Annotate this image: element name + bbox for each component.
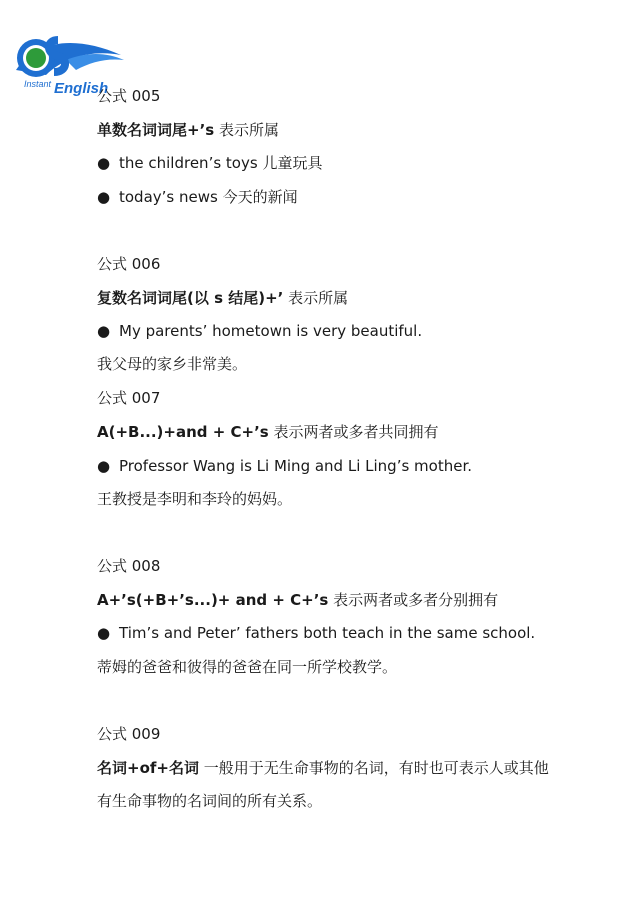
example-text: My parents’ hometown is very beautiful. xyxy=(119,322,423,340)
rule-text: 表示两者或多者分别拥有 xyxy=(328,591,499,609)
rule-bold: 复数名词词尾(以 s 结尾)+’ xyxy=(97,289,284,307)
bullet: ● xyxy=(97,322,111,340)
rule-text: 一般用于无生命事物的名词，有时也可表示人或其他 xyxy=(198,759,549,777)
section-title: 公式 005 xyxy=(97,87,161,105)
bullet: ● xyxy=(97,188,111,206)
bullet: ● xyxy=(97,154,111,172)
rule-text: 表示两者或多者共同拥有 xyxy=(268,423,439,441)
bullet: ● xyxy=(97,457,111,475)
example-text: Tim’s and Peter’ fathers both teach in the same school. xyxy=(119,624,536,642)
rule-line xyxy=(97,758,549,778)
rule-bold: A(+B...)+and + C+’s xyxy=(97,423,269,441)
svg-text:Instant: Instant xyxy=(24,79,52,89)
rule-line xyxy=(97,590,498,610)
section-title: 公式 006 xyxy=(97,255,161,273)
section-title: 公式 008 xyxy=(97,557,161,575)
rule-continuation: 有生命事物的名词间的所有关系。 xyxy=(97,792,323,810)
rule-text: 表示所属 xyxy=(283,289,349,307)
rule-bold: 单数名词词尾+’s xyxy=(97,121,215,139)
rule-line xyxy=(97,422,439,442)
example-item xyxy=(97,153,322,173)
rule-bold: A+’s(+B+’s...)+ and + C+’s xyxy=(97,591,329,609)
section-title: 公式 007 xyxy=(97,389,161,407)
rule-text: 表示所属 xyxy=(214,121,279,139)
svg-text:English: English xyxy=(54,80,109,96)
example-item xyxy=(97,456,472,476)
example-text: today’s news 今天的新闻 xyxy=(119,188,298,206)
example-item xyxy=(97,623,535,643)
example-item xyxy=(97,187,298,207)
rule-bold: 名词+of+名词 xyxy=(97,759,199,777)
bullet: ● xyxy=(97,624,111,642)
rule-line xyxy=(97,120,279,140)
example-item xyxy=(97,321,422,341)
translation: 蒂姆的爸爸和彼得的爸爸在同一所学校教学。 xyxy=(97,658,398,676)
example-text: the children’s toys 儿童玩具 xyxy=(119,154,323,172)
section-title: 公式 009 xyxy=(97,725,161,743)
example-text: Professor Wang is Li Ming and Li Ling’s mother. xyxy=(119,457,473,475)
translation: 我父母的家乡非常美。 xyxy=(97,355,248,373)
translation: 王教授是李明和李玲的妈妈。 xyxy=(97,490,293,508)
rule-line xyxy=(97,288,348,308)
